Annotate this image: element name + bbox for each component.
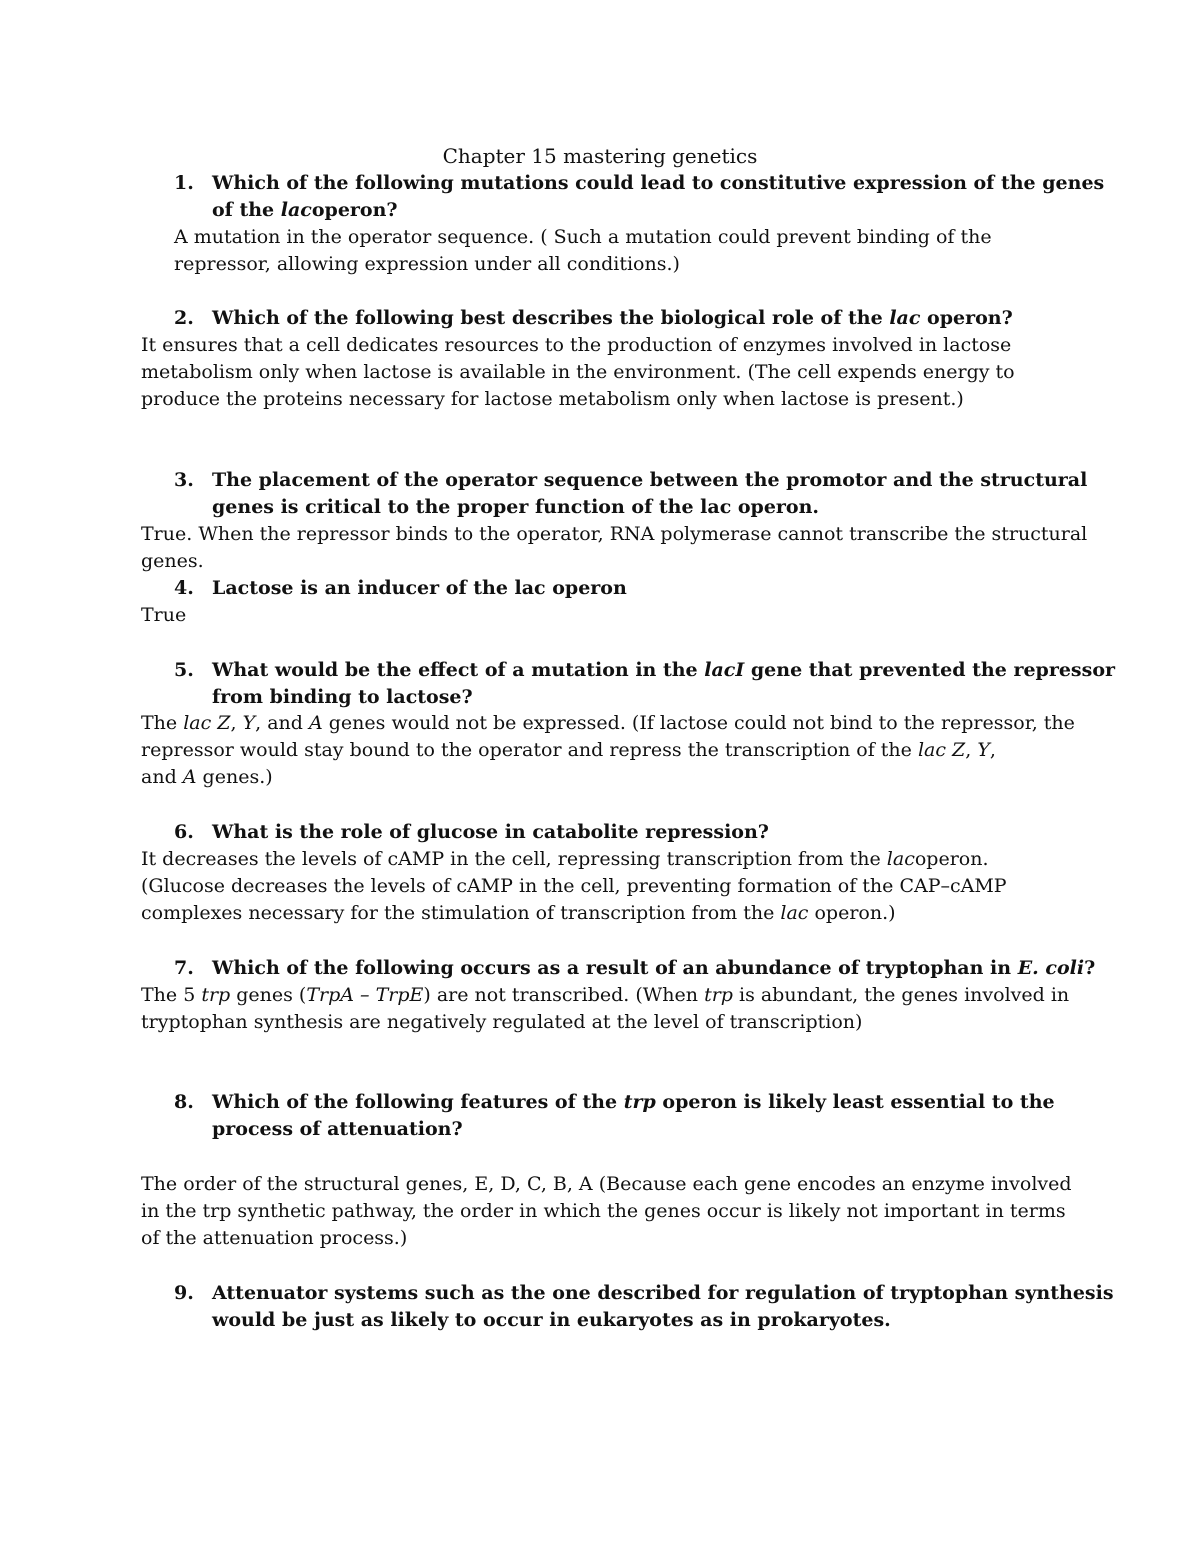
answer-8 [141,1171,1071,1252]
question-text: What would be the effect of a mutation in the lacI gene that prevented the repressor [212,659,1116,681]
question-number: 2. [174,307,194,329]
answer-text: genes. [141,550,204,572]
question-text: Which of the following features of the trp operon is likely least essential to the [212,1091,1055,1113]
answer-text: complexes necessary for the stimulation of transcription from the lac operon.) [141,902,896,924]
answer-text: A mutation in the operator sequence. ( Such a mutation could prevent binding of the [174,226,992,248]
answer-text: True. When the repressor binds to the operator, RNA polymerase cannot transcribe the structural [141,523,1088,545]
question-text: from binding to lactose? [212,686,473,708]
question-4 [174,575,1074,602]
answer-text: The lac Z, Y, and A genes would not be expressed. (If lactose could not bind to the repressor, the [141,712,1075,734]
question-text: Which of the following occurs as a result of an abundance of tryptophan in E. coli? [212,957,1096,979]
question-9 [174,1280,1114,1334]
answer-text: metabolism only when lactose is available in the environment. (The cell expends energy to [141,361,1015,383]
question-text: What is the role of glucose in catabolite repression? [212,821,769,843]
answer-text: in the trp synthetic pathway, the order in which the genes occur is likely not important in terms [141,1200,1066,1222]
answer-text: (Glucose decreases the levels of cAMP in the cell, preventing formation of the CAP–cAMP [141,875,1007,897]
document-title: Chapter 15 mastering genetics [442,144,758,168]
answer-text: It decreases the levels of cAMP in the cell, repressing transcription from the lacoperon. [141,848,989,870]
question-text: The placement of the operator sequence between the promotor and the structural [212,469,1088,491]
question-number: 7. [174,957,194,979]
question-text: Which of the following mutations could lead to constitutive expression of the genes [212,172,1105,194]
answer-text: True [141,604,187,626]
question-6 [174,819,1074,846]
answer-text: repressor would stay bound to the operator and repress the transcription of the lac Z, Y, [141,739,996,761]
question-7 [174,955,1096,982]
answer-6 [141,846,1071,927]
answer-text: and A genes.) [141,766,273,788]
answer-7 [141,982,1071,1036]
question-8 [174,1089,1074,1143]
answer-1 [174,224,1104,278]
question-number: 8. [174,1091,194,1113]
answer-4 [141,602,1071,629]
answer-text: It ensures that a cell dedicates resources to the production of enzymes involved in lactose [141,334,1012,356]
question-text: process of attenuation? [212,1118,463,1140]
question-text: genes is critical to the proper function of the lac operon. [212,496,820,518]
answer-2 [141,332,1071,413]
question-5 [174,657,1116,711]
answer-text: of the attenuation process.) [141,1227,408,1249]
question-3 [174,467,1088,521]
question-1 [174,170,1105,224]
answer-text: repressor, allowing expression under all conditions.) [174,253,680,275]
question-text: Which of the following best describes the biological role of the lac operon? [212,307,1013,329]
answer-text: produce the proteins necessary for lactose metabolism only when lactose is present.) [141,388,964,410]
question-text: would be just as likely to occur in eukaryotes as in prokaryotes. [212,1309,891,1331]
question-text: Attenuator systems such as the one described for regulation of tryptophan synthesis [212,1282,1114,1304]
question-number: 5. [174,659,194,681]
question-number: 4. [174,577,194,599]
answer-text: The 5 trp genes (TrpA – TrpE) are not transcribed. (When trp is abundant, the genes involved in [141,984,1070,1006]
question-number: 6. [174,821,194,843]
answer-3 [141,521,1088,575]
question-number: 1. [174,172,194,194]
question-number: 9. [174,1282,194,1304]
answer-5 [141,710,1075,791]
question-2 [174,305,1074,332]
question-text: Lactose is an inducer of the lac operon [212,577,627,599]
question-number: 3. [174,469,194,491]
answer-text: The order of the structural genes, E, D, C, B, A (Because each gene encodes an enzyme involved [141,1173,1072,1195]
question-text: of the lacoperon? [212,199,398,221]
answer-text: tryptophan synthesis are negatively regulated at the level of transcription) [141,1011,863,1033]
